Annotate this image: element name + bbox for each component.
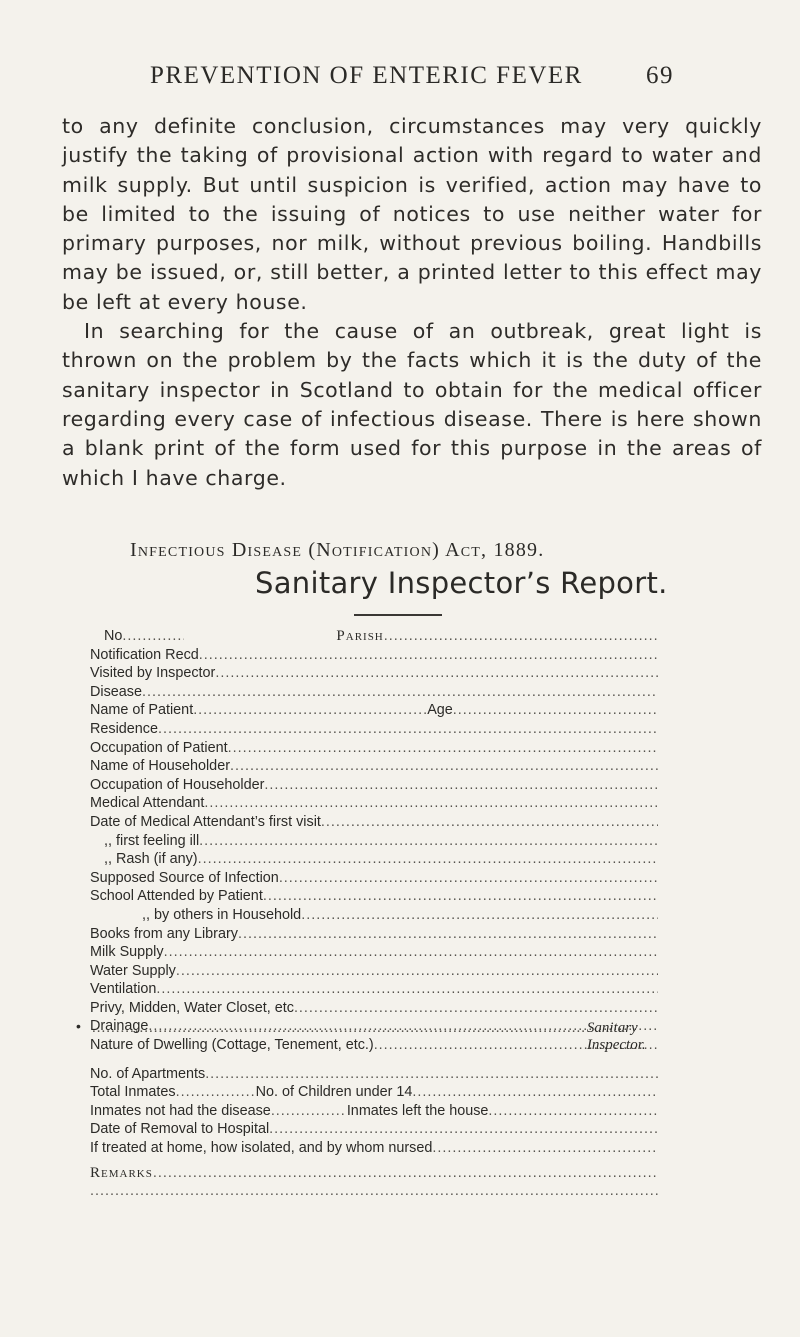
field-label: Supposed Source of Infection (90, 869, 279, 886)
field-label: Notification Recd (90, 646, 199, 663)
field-label: Books from any Library (90, 925, 238, 942)
field-label: ,, by others in Household (142, 906, 302, 923)
field-label: Privy, Midden, Water Closet, etc (90, 999, 294, 1016)
remarks-label: Remarks (90, 1164, 153, 1181)
form-row (90, 740, 658, 759)
form-row (90, 721, 658, 740)
field-label: No. of Apartments (90, 1065, 206, 1082)
form-row (90, 1000, 658, 1019)
form-row (90, 777, 658, 796)
report-title: Sanitary Inspector’s Report. (255, 566, 668, 600)
form-row (90, 795, 658, 814)
parish-label: Parish (336, 628, 384, 644)
title-underline (354, 614, 442, 616)
field-label: Residence (90, 720, 158, 737)
form-row (90, 851, 658, 870)
form-row (90, 814, 658, 833)
form-row (90, 1121, 658, 1140)
form-row-patient-age (90, 702, 658, 721)
field-label: Occupation of Householder (90, 776, 265, 793)
no-label: No (104, 628, 123, 644)
form-row (90, 981, 658, 1000)
inmates-left-label: Inmates left the house (346, 1102, 489, 1119)
form-row (90, 944, 658, 963)
field-label: Water Supply (90, 962, 176, 979)
field-label: Medical Attendant (90, 795, 205, 812)
field-label: Date of Removal to Hospital (90, 1121, 270, 1138)
field-label: Nature of Dwelling (Cottage, Tenement, etc.) (90, 1037, 374, 1054)
stray-dot-mark: • (76, 1018, 81, 1035)
form-row-remarks (90, 1165, 658, 1184)
field-label: Inmates not had the disease (90, 1102, 271, 1119)
form-row (90, 1066, 658, 1085)
form-row-inmates (90, 1084, 658, 1103)
paragraph-1: to any definite conclusion, circumstances may very quickly justify the taking of provisional action with regard to water and milk supply. But until suspicion is verified, action may have to be limited to the issuing of notices to use neither water for primary purposes, nor milk, without previous boiling. Handbills may be issued, or, still better, a printed letter to this effect may be left at every house. (62, 114, 762, 314)
form-row (90, 758, 658, 777)
field-label: Name of Patient (90, 702, 194, 719)
form-row-blank (90, 1183, 658, 1202)
form-row-no-parish (90, 628, 658, 647)
field-label: Name of Householder (90, 758, 230, 775)
field-label: Visited by Inspector (90, 665, 216, 682)
signature-label: Sanitary Inspector. (586, 1020, 646, 1053)
field-label: Ventilation (90, 981, 157, 998)
form-row (90, 833, 658, 852)
age-label: Age (427, 702, 453, 719)
form-row (90, 963, 658, 982)
field-label: Occupation of Patient (90, 739, 228, 756)
form-row (90, 870, 658, 889)
running-title: PREVENTION OF ENTERIC FEVER (150, 62, 583, 89)
form-row (90, 647, 658, 666)
report-form (76, 628, 658, 1202)
children-label: No. of Children under 14 (255, 1084, 413, 1101)
body-text (62, 112, 762, 493)
field-label: Milk Supply (90, 944, 164, 961)
form-row (90, 684, 658, 703)
form-row (90, 888, 658, 907)
field-label: Disease (90, 683, 142, 700)
form-row (90, 926, 658, 945)
field-label: Drainage (90, 1018, 149, 1035)
form-row (90, 907, 658, 926)
field-label: School Attended by Patient (90, 888, 263, 905)
field-label: If treated at home, how isolated, and by whom nursed (90, 1140, 433, 1157)
form-row (90, 1140, 658, 1159)
field-label: Date of Medical Attendant’s first visit (90, 813, 321, 830)
form-row (90, 665, 658, 684)
form-row-inmates-disease (90, 1103, 658, 1122)
field-label: ,, Rash (if any) (104, 851, 198, 868)
paragraph-2: In searching for the cause of an outbreak, great light is thrown on the problem by the facts which it is the duty of the sanitary inspector in Scotland to obtain for the medical officer regarding every case of infectious disease. There is here shown a blank print of the form used for this purpose in the areas of which I have charge. (62, 319, 762, 490)
field-label: Total Inmates (90, 1084, 176, 1101)
act-title: Infectious Disease (Notification) Act, 1889. (130, 539, 545, 561)
field-label: ,, first feeling ill (104, 832, 200, 849)
signature-line (92, 1020, 658, 1054)
page-number: 69 (646, 62, 674, 89)
